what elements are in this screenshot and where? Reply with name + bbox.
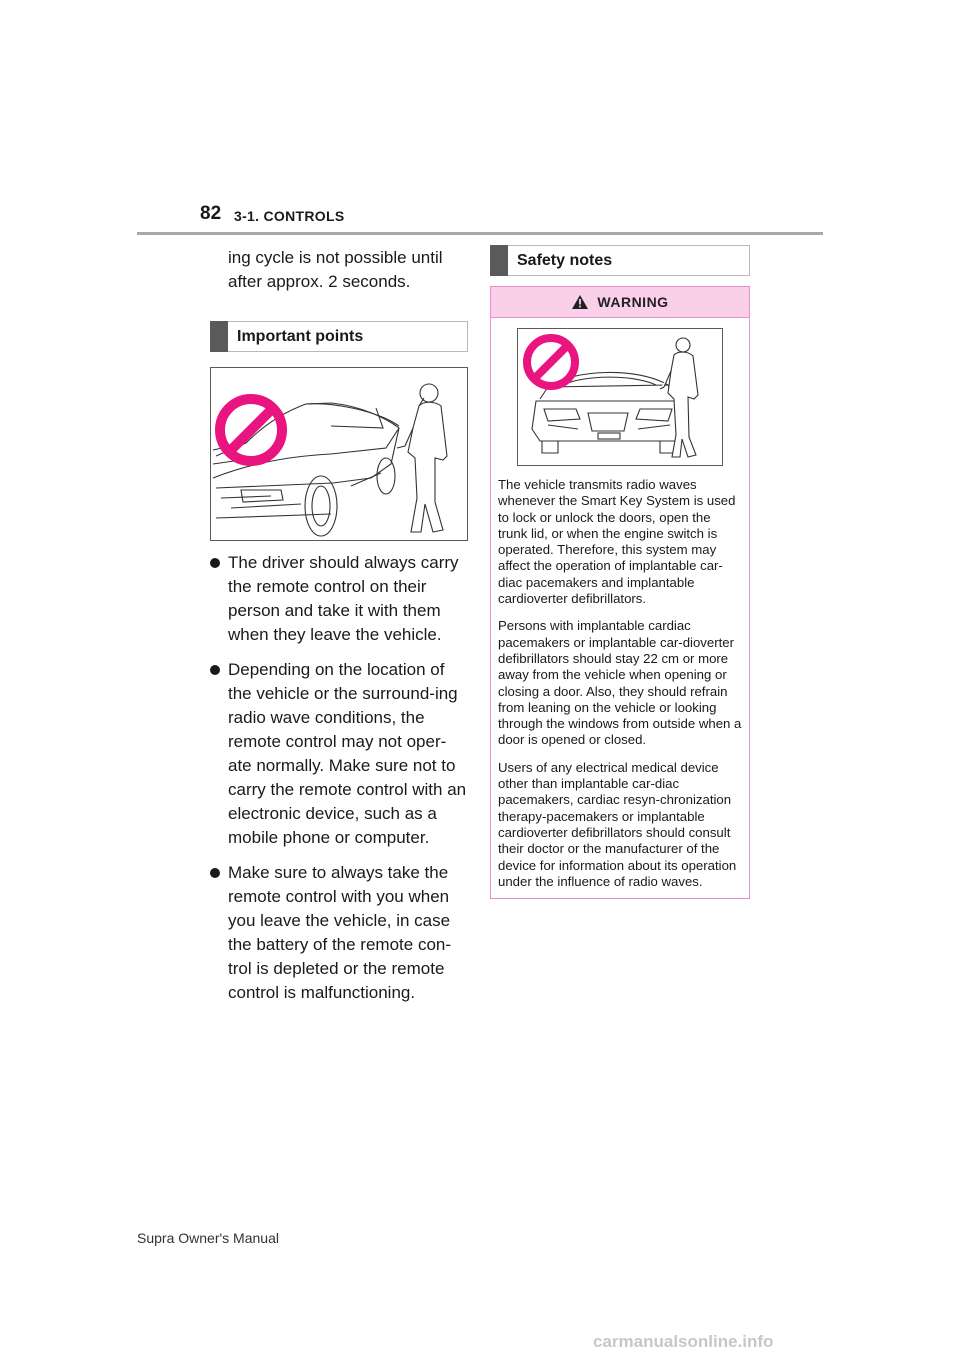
important-points-list (210, 551, 468, 1005)
illustration-driver-with-remote (210, 367, 468, 541)
warning-box (490, 286, 750, 899)
right-column (490, 245, 750, 899)
warning-label: WARNING (597, 294, 669, 310)
list-item: Make sure to always take the remote control with you when you leave the vehicle, in case the battery of the remote con-trol is depleted or the remote control is malfunctioning. (210, 861, 468, 1005)
heading-tab (490, 245, 508, 276)
warning-paragraph: Users of any electrical medical device other than implantable car-diac pacemakers, cardiac resyn-chronization therapy-pacemakers or implantable cardioverter defibrillators should consult their doctor or the manufacturer of the device for information about its operation under the influence of radio waves. (498, 759, 737, 889)
illustration-car-front-with-person (517, 328, 723, 466)
warning-text (491, 477, 749, 898)
bullet-icon (210, 868, 220, 878)
header-rule (137, 232, 823, 235)
left-column (210, 246, 468, 1016)
warning-paragraph: The vehicle transmits radio waves whenever the Smart Key System is used to lock or unlock the doors, open the trunk lid, or when the engine switch is operated. Therefore, this system may affect the operation of implantable car-diac pacemakers and implantable cardioverter defibrillators. (498, 477, 736, 607)
warning-triangle-icon (571, 294, 589, 310)
footer-manual-title: Supra Owner's Manual (137, 1230, 279, 1246)
prohibition-icon-1 (220, 399, 282, 461)
page-number: 82 (200, 203, 222, 224)
list-item: The driver should always carry the remote control on their person and take it with them when they leave the vehicle. (210, 551, 468, 647)
warning-paragraph: Persons with implantable cardiac pacemakers or implantable car-dioverter defibrillators should stay 22 cm or more away from the vehicle when opening or closing a door. Also, they should refrain from leaning on the vehicle or looking through the windows from outside when a door is opened or closed. (498, 618, 742, 748)
car-front-drawing (518, 329, 722, 465)
car-and-person-drawing (211, 368, 467, 540)
bullet-icon (210, 558, 220, 568)
warning-header (491, 287, 749, 318)
safety-notes-heading (490, 245, 750, 276)
important-points-heading (210, 321, 468, 352)
list-item: Depending on the location of the vehicle or the surround-ing radio wave conditions, the remote control may not oper-ate normally. Make sure not to carry the remote control with an electronic device, such as a mobile phone or computer. (210, 658, 468, 850)
heading-tab (210, 321, 228, 352)
intro-text: ing cycle is not possible until after approx. 2 seconds. (228, 248, 443, 291)
section-title: 3-1. CONTROLS (234, 208, 345, 224)
safety-notes-title: Safety notes (517, 252, 613, 269)
watermark: carmanualsonline.info (593, 1332, 774, 1351)
bullet-icon (210, 665, 220, 675)
prohibition-icon-2 (527, 338, 575, 386)
important-points-title: Important points (237, 328, 364, 345)
